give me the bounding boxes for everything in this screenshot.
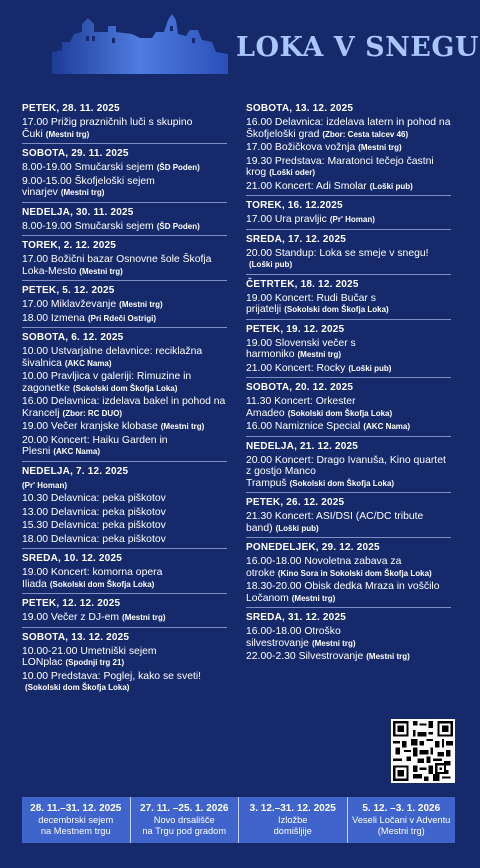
- event-text: 19.30 Predstava: Maratonci tečejo častni krog: [246, 155, 434, 178]
- event-location: (Mestni trg): [358, 143, 402, 152]
- bottom-info-item: [239, 797, 348, 843]
- day-date: SOBOTA, 6. 12. 2025: [22, 332, 124, 343]
- day-date: ČETRTEK, 18. 12. 2025: [246, 278, 359, 290]
- event-location: (AKC Nama): [363, 422, 411, 431]
- bottom-info-desc: (Mestni trg): [377, 826, 425, 836]
- event-item: [246, 455, 451, 490]
- event-item: [246, 214, 451, 226]
- bottom-info-date: 3. 12.–31. 12. 2025: [249, 803, 336, 814]
- castle-skyline-icon: [52, 12, 228, 74]
- day-block: [246, 611, 451, 666]
- event-text: 17.00 Prižig prazničnih luči s skupino Čuki: [22, 117, 193, 140]
- event-text: 17.00 Božični bazar Osnovne šole Škofja Loka-Mesto: [22, 254, 212, 277]
- event-location: (Mestni trg): [119, 300, 163, 309]
- event-item: [22, 435, 227, 458]
- event-text: 19.00 Večer kranjske klobase: [22, 421, 158, 432]
- day-date: NEDELJA, 21. 12. 2025: [246, 440, 359, 452]
- event-item: [22, 371, 227, 394]
- bottom-info-item: [22, 797, 131, 843]
- day-date: NEDELJA, 7. 12. 2025: [22, 465, 129, 477]
- day-block: [246, 541, 451, 608]
- event-text: 20.00 Standup: Loka se smeje v snegu!: [246, 247, 429, 259]
- event-location: (Sokolski dom Škofja Loka): [289, 478, 395, 488]
- event-item: [246, 248, 451, 271]
- day-block: [22, 331, 227, 462]
- event-item: [246, 117, 451, 140]
- day-block: [246, 199, 451, 230]
- day-block: [22, 102, 227, 144]
- event-text: 10.00 Pravljica v galeriji: Rimuzine in zagonetke: [22, 371, 192, 394]
- day-date: PETEK, 5. 12. 2025: [22, 285, 115, 296]
- day-block: [246, 102, 451, 196]
- event-text: 16.00-18.00 Novoletna zabava za otroke: [246, 556, 402, 579]
- event-location: (Mestni trg): [366, 652, 410, 661]
- day-block: [22, 147, 227, 203]
- qr-code: [391, 719, 455, 783]
- event-item: [22, 534, 227, 546]
- day-block: [22, 206, 227, 237]
- event-item: [22, 299, 227, 311]
- event-text: 10.30 Delavnica: peka piškotov: [22, 493, 166, 504]
- day-date: SREDA, 31. 12. 2025: [246, 612, 346, 623]
- header: [0, 0, 480, 92]
- event-text: 13.00 Delavnica: peka piškotov: [22, 506, 166, 518]
- day-date: PONEDELJEK, 29. 12. 2025: [246, 542, 380, 553]
- day-date: NEDELJA, 30. 11. 2025: [22, 206, 134, 218]
- event-text: 18.30-20.00 Obisk dedka Mraza in voščilo Ločanom: [246, 581, 440, 604]
- bottom-info-item: [348, 797, 456, 843]
- event-location: (Sokolski dom Škofja Loka): [287, 408, 393, 418]
- event-location: (Mestni trg): [291, 593, 336, 603]
- event-item: [22, 507, 227, 519]
- event-item: [246, 626, 451, 649]
- event-text: 8.00-19.00 Smučarski sejem: [22, 220, 154, 232]
- event-item: [246, 181, 451, 193]
- event-item: [246, 293, 451, 316]
- event-location: (AKC Nama): [53, 447, 100, 456]
- event-item: [22, 396, 227, 419]
- day-date: PETEK, 12. 12. 2025: [22, 598, 121, 609]
- event-location: (Mestni trg): [311, 638, 356, 648]
- event-text: 8.00-19.00 Smučarski sejem: [22, 162, 154, 173]
- event-location: (Loški pub): [249, 260, 293, 269]
- event-item: [22, 313, 227, 325]
- event-item: [246, 156, 451, 179]
- event-location: (Mestni trg): [79, 266, 123, 276]
- event-location: (Zbor: Cesta talcev 46): [322, 129, 409, 139]
- event-text: 18.00 Delavnica: peka piškotov: [22, 533, 166, 545]
- event-text: 9.00-15.00 Škofjeloški sejem vinarjev: [22, 175, 155, 198]
- event-item: [22, 493, 227, 505]
- bottom-info-desc: Veseli Ločani v Adventu: [352, 815, 451, 825]
- day-date: SOBOTA, 13. 12. 2025: [246, 103, 354, 114]
- event-item: [246, 142, 451, 154]
- day-block: [22, 239, 227, 281]
- event-item: [246, 556, 451, 579]
- event-item: [22, 567, 227, 590]
- event-item: [246, 651, 451, 663]
- event-item: [22, 162, 227, 174]
- event-item: [22, 646, 227, 669]
- event-item: [22, 671, 227, 694]
- day-date: PETEK, 19. 12. 2025: [246, 323, 345, 335]
- day-block: [246, 496, 451, 538]
- event-text: 10.00 Predstava: Poglej, kako se sveti!: [22, 670, 202, 682]
- day-block: [22, 552, 227, 594]
- day-date: SREDA, 17. 12. 2025: [246, 233, 346, 245]
- day-date: SREDA, 10. 12. 2025: [22, 553, 122, 564]
- event-item: [22, 117, 227, 140]
- event-text: 22.00-2.30 Silvestrovanje: [246, 651, 364, 662]
- event-location: (Pr' Homan): [329, 215, 375, 224]
- bottom-info-bar: [22, 797, 455, 843]
- events-column-right: [246, 102, 451, 669]
- bottom-info-date: 5. 12. –3. 1. 2026: [362, 803, 441, 814]
- event-text: 16.00 Namiznice Special: [246, 421, 361, 432]
- event-text: 19.00 Koncert: komorna opera Iliada: [22, 567, 163, 590]
- event-location: (Mestni trg): [60, 188, 105, 197]
- event-item: [22, 254, 227, 277]
- event-text: 21.00 Koncert: Adi Smolar: [246, 180, 367, 192]
- event-location: (Sokolski dom Škofja Loka): [284, 305, 389, 314]
- day-date: PETEK, 28. 11. 2025: [22, 103, 120, 114]
- event-item: [246, 421, 451, 433]
- day-date: TOREK, 2. 12. 2025: [22, 240, 117, 251]
- event-location: (ŠD Poden): [156, 163, 200, 172]
- event-text: 17.00 Miklavževanje: [22, 299, 117, 310]
- event-location: (Pr' Homan): [22, 480, 68, 490]
- event-location: (Loški pub): [348, 363, 392, 373]
- bottom-info-desc: Novo drsališče: [153, 815, 215, 825]
- bottom-info-desc: decembrski sejem: [38, 815, 114, 825]
- event-text: 20.00 Koncert: Haiku Garden in Plesni: [22, 434, 168, 457]
- page-title: LOKA V SNEGU: [236, 32, 479, 63]
- event-item: [246, 338, 451, 361]
- bottom-info-desc: na Trgu pod gradom: [142, 826, 227, 836]
- day-block: [246, 233, 451, 275]
- event-location: (Loški pub): [275, 523, 319, 533]
- event-location: (Sokolski dom Škofja Loka): [49, 579, 155, 589]
- event-text: 16.00-18.00 Otroško silvestrovanje: [246, 626, 341, 649]
- day-block: [22, 631, 227, 697]
- event-location: (Sokolski dom Škofja Loka): [25, 683, 130, 692]
- day-date: SOBOTA, 29. 11. 2025: [22, 148, 129, 159]
- event-item: [22, 221, 227, 233]
- event-item: [246, 511, 451, 534]
- event-text: 15.30 Delavnica: peka piškotov: [22, 520, 166, 531]
- day-date: PETEK, 26. 12. 2025: [246, 497, 345, 508]
- day-block: [246, 323, 451, 379]
- event-text: 18.00 Izmena: [22, 312, 85, 324]
- bottom-info-desc: na Mestnem trgu: [40, 826, 111, 836]
- event-item: [246, 363, 451, 375]
- event-location: (Spodnji trg 21): [65, 658, 125, 667]
- event-location: (Loški oder): [269, 168, 315, 177]
- event-text: 17.00 Božičkova vožnja: [246, 142, 356, 153]
- event-text: 19.00 Koncert: Rudi Bučar s prijatelji: [246, 292, 376, 315]
- day-block: [22, 284, 227, 328]
- bottom-info-item: [131, 797, 240, 843]
- event-location: (Mestni trg): [160, 422, 205, 431]
- event-text: 16.00 Delavnica: izdelava bakel in pohod na Krancelj: [22, 396, 226, 419]
- day-block: [22, 597, 227, 628]
- bottom-info-desc: Izložbe: [278, 815, 308, 825]
- event-text: 10.00 Ustvarjalne delavnice: reciklažna šivalnica: [22, 346, 203, 369]
- event-item: [246, 396, 451, 419]
- event-location: (Loški pub): [369, 181, 413, 191]
- event-location: (Mestni trg): [122, 613, 166, 622]
- event-location: (Zbor: RC DUO): [62, 408, 123, 418]
- event-item: [22, 176, 227, 199]
- day-block: [246, 440, 451, 494]
- bottom-info-date: 27. 11. –25. 1. 2026: [140, 803, 229, 814]
- event-item: [22, 520, 227, 532]
- event-location: (Kino Sora in Sokolski dom Škofja Loka): [277, 568, 432, 578]
- bottom-info-desc: domišljije: [273, 826, 312, 836]
- event-text: 10.00-21.00 Umetniški sejem LONplac: [22, 645, 157, 668]
- event-location: (Sokolski dom Škofja Loka): [72, 383, 178, 393]
- day-date: SOBOTA, 13. 12. 2025: [22, 631, 130, 643]
- event-item: [22, 480, 227, 492]
- event-text: 21.00 Koncert: Rocky: [246, 362, 346, 374]
- event-item: [22, 421, 227, 433]
- event-item: [246, 581, 451, 604]
- event-location: (Mestni trg): [297, 350, 342, 359]
- event-text: 20.00 Koncert: Drago Ivanuša, Kino quartet z gostjo Manco Trampuš: [246, 454, 446, 489]
- event-text: 21.30 Koncert: ASI/DSI (AC/DC tribute band): [246, 511, 424, 534]
- events-column-left: [22, 102, 227, 700]
- event-item: [22, 346, 227, 369]
- day-block: [246, 278, 451, 320]
- day-date: SOBOTA, 20. 12. 2025: [246, 382, 354, 393]
- event-location: (Pri Rdeči Ostrigi): [87, 313, 156, 323]
- event-location: (Mestni trg): [45, 129, 90, 139]
- event-text: 11.30 Koncert: Orkester Amadeo: [246, 396, 356, 419]
- event-item: [22, 612, 227, 624]
- event-location: (AKC Nama): [64, 358, 112, 368]
- bottom-info-date: 28. 11.–31. 12. 2025: [30, 803, 122, 814]
- event-text: 19.00 Večer z DJ-em: [22, 612, 120, 623]
- event-text: 16.00 Delavnica: izdelava latern in pohod na Škofjeloški grad: [246, 117, 451, 140]
- event-location: (ŠD Poden): [156, 221, 200, 231]
- day-date: TOREK, 16. 12.2025: [246, 200, 343, 211]
- event-text: 17.00 Ura pravljic: [246, 214, 327, 225]
- day-block: [22, 465, 227, 550]
- event-text: 19.00 Slovenski večer s harmoniko: [246, 337, 356, 360]
- day-block: [246, 381, 451, 437]
